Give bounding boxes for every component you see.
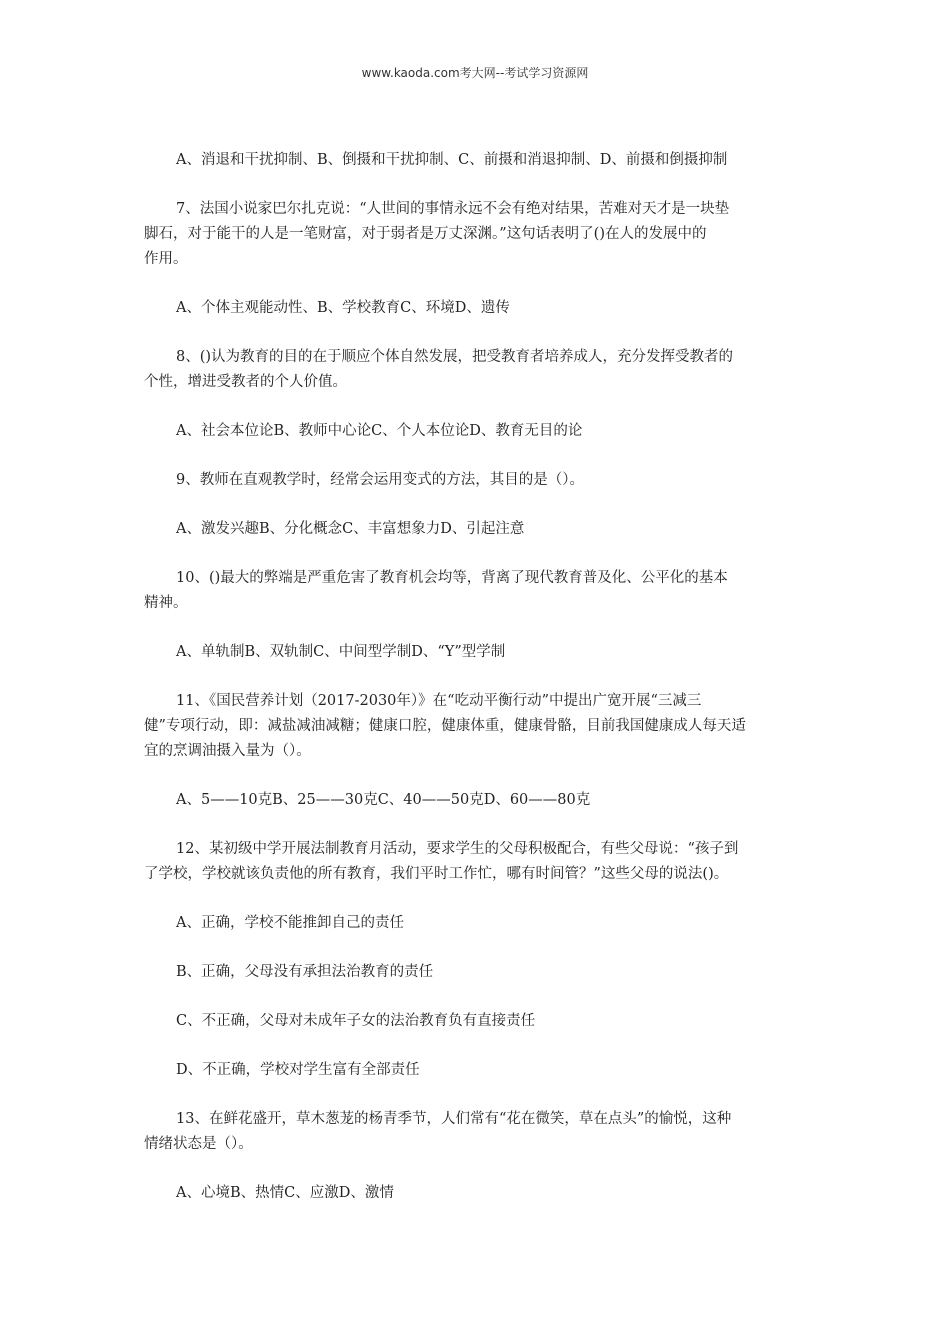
paragraph-line: 个性，增进受教者的个人价值。 xyxy=(144,374,347,390)
paragraph-line: 12、某初级中学开展法制教育月活动，要求学生的父母积极配合，有些父母说：“孩子到 xyxy=(176,841,739,857)
answer-options-13 xyxy=(176,1181,808,1206)
paragraph-line: 13、在鲜花盛开，草木葱茏的杨青季节，人们常有“花在微笑，草在点头”的愉悦，这种 xyxy=(176,1111,732,1127)
question-7 xyxy=(144,197,808,272)
paragraph-line: B、正确，父母没有承担法治教育的责任 xyxy=(176,964,434,980)
paragraph-line: D、不正确，学校对学生富有全部责任 xyxy=(176,1062,420,1078)
answer-options-11 xyxy=(176,788,808,813)
paragraph-line: A、消退和干扰抑制、B、倒摄和干扰抑制、C、前摄和消退抑制、D、前摄和倒摄抑制 xyxy=(176,152,728,168)
paragraph-line: A、社会本位论B、教师中心论C、个人本位论D、教育无目的论 xyxy=(176,423,583,439)
paragraph-line: 9、教师在直观教学时，经常会运用变式的方法，其目的是（）。 xyxy=(176,472,584,488)
paragraph-line: A、心境B、热情C、应激D、激情 xyxy=(176,1185,394,1201)
answer-options-7 xyxy=(176,296,808,321)
paragraph-line: A、5——10克B、25——30克C、40——50克D、60——80克 xyxy=(176,792,591,808)
paragraph-line: A、个体主观能动性、B、学校教育C、环境D、遗传 xyxy=(176,300,510,316)
question-13 xyxy=(144,1107,808,1157)
site-header: www.kaoda.com考大网--考试学习资源网 xyxy=(361,66,589,80)
paragraph-line: A、正确，学校不能推卸自己的责任 xyxy=(176,915,404,931)
question-12 xyxy=(144,837,808,887)
paragraph-line: 情绪状态是（）。 xyxy=(144,1136,253,1152)
paragraph-line: 10、()最大的弊端是严重危害了教育机会均等，背离了现代教育普及化、公平化的基本 xyxy=(176,570,728,586)
question-9 xyxy=(176,468,808,493)
document-body xyxy=(144,148,808,1230)
paragraph-line: A、单轨制B、双轨制C、中间型学制D、“Y”型学制 xyxy=(176,644,506,660)
paragraph-line: 作用。 xyxy=(144,251,188,267)
paragraph-line: 健”专项行动，即：减盐减油减糖；健康口腔，健康体重，健康骨骼，目前我国健康成人每天适 xyxy=(144,718,746,734)
answer-options-10 xyxy=(176,640,808,665)
question-8 xyxy=(144,345,808,395)
paragraph-line: C、不正确，父母对未成年子女的法治教育负有直接责任 xyxy=(176,1013,536,1029)
answer-options-8 xyxy=(176,419,808,444)
paragraph-line: A、激发兴趣B、分化概念C、丰富想象力D、引起注意 xyxy=(176,521,525,537)
paragraph-line: 脚石，对于能干的人是一笔财富，对于弱者是万丈深渊。”这句话表明了()在人的发展中的 xyxy=(144,226,707,242)
paragraph-line: 精神。 xyxy=(144,595,188,611)
question-10 xyxy=(144,566,808,616)
question-11 xyxy=(144,689,808,764)
answer-option-12b xyxy=(176,960,808,985)
paragraph-line: 11、《国民营养计划（2017-2030年）》在“吃动平衡行动”中提出广宽开展“三减三 xyxy=(176,693,702,709)
answer-option-12a xyxy=(176,911,808,936)
paragraph-line: 7、法国小说家巴尔扎克说：“人世间的事情永远不会有绝对结果，苦难对天才是一块垫 xyxy=(176,201,730,217)
paragraph-line: 了学校，学校就该负责他的所有教育，我们平时工作忙，哪有时间管？”这些父母的说法()。 xyxy=(144,866,729,882)
paragraph-line: 宜的烹调油摄入量为（）。 xyxy=(144,743,311,759)
answer-options-9 xyxy=(176,517,808,542)
answer-option-12d xyxy=(176,1058,808,1083)
paragraph-line: 8、()认为教育的目的在于顺应个体自然发展，把受教育者培养成人，充分发挥受教者的 xyxy=(176,349,734,365)
answer-option-12c xyxy=(176,1009,808,1034)
answer-options-6 xyxy=(176,148,808,173)
